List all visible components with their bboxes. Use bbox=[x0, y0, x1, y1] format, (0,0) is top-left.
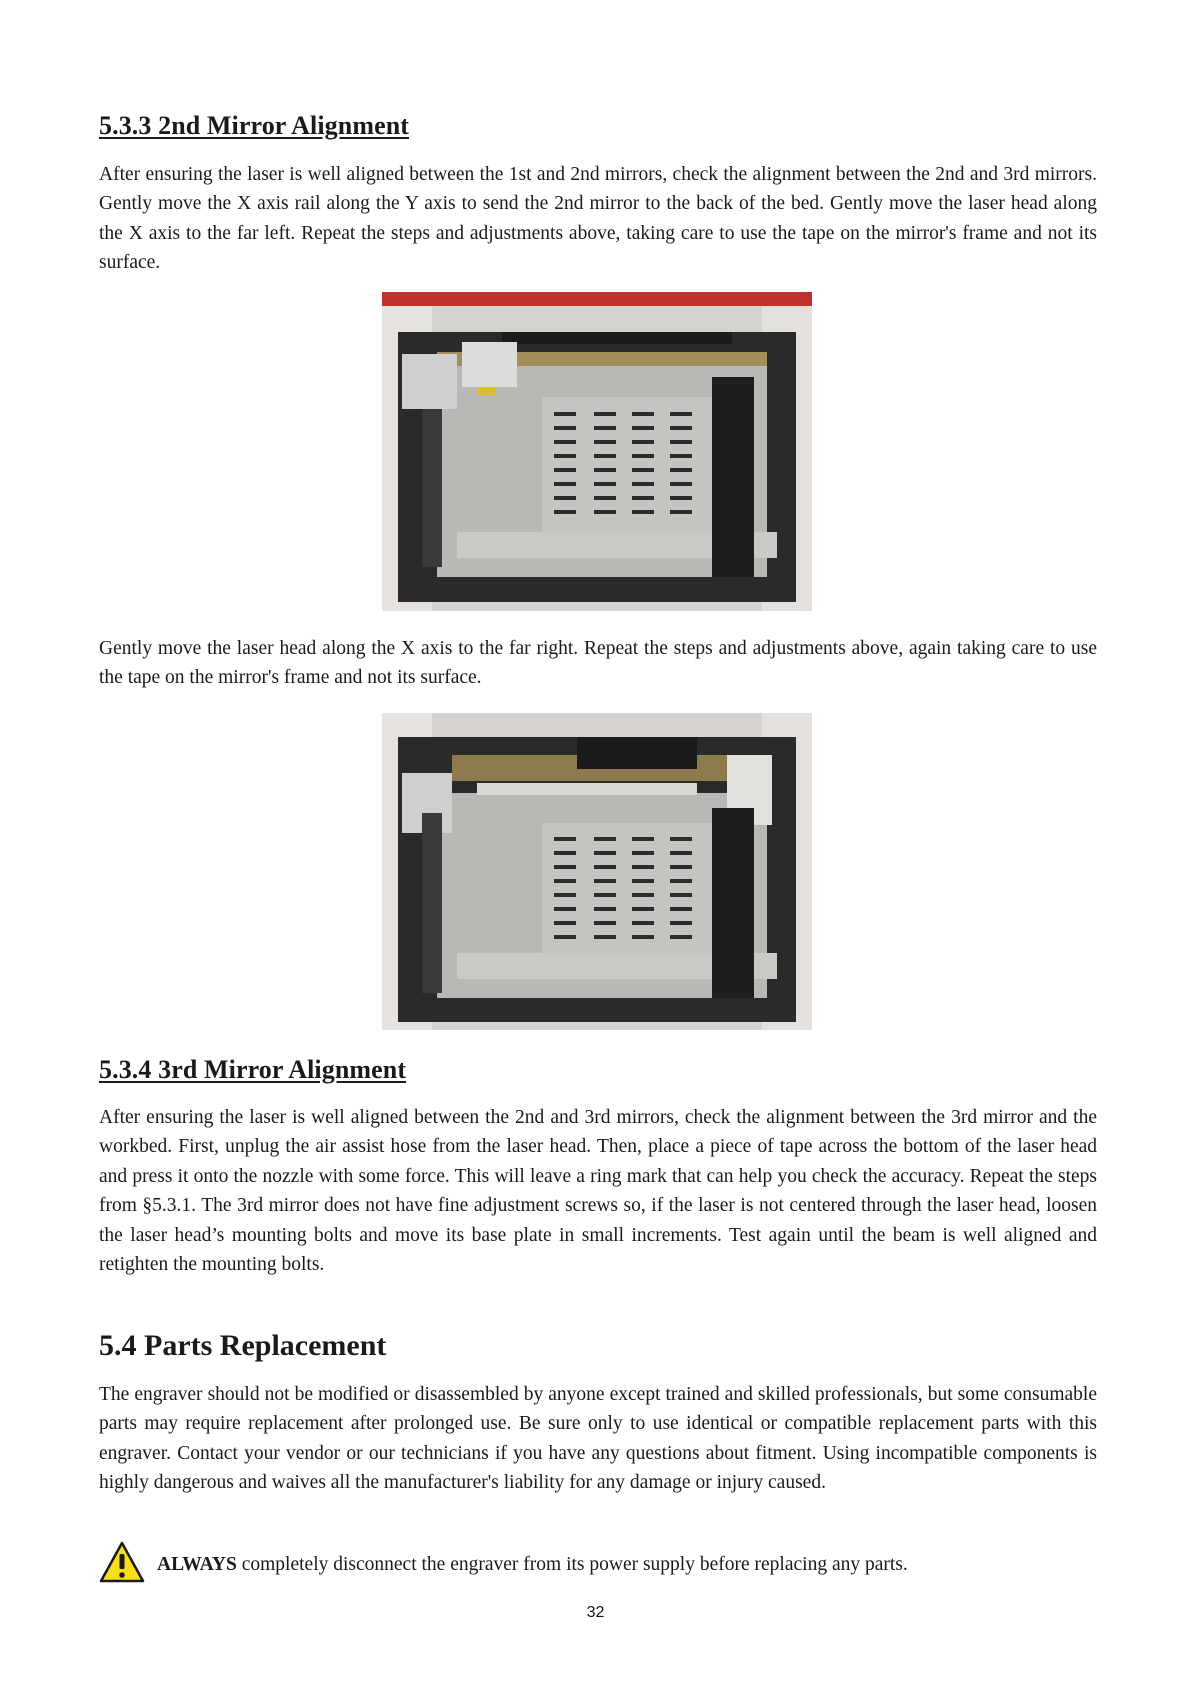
paragraph-3rd-mirror: After ensuring the laser is well aligned between the 2nd and 3rd mirrors, check the alignment between the 3rd mirror and the workbed. First, unplug the air assist hose from the laser head. Then, place a piece of tape across the bottom of the laser head and press it onto the nozzle with some force. This will leave a ring mark that can help you check the accuracy. Repeat the steps from §5.3.1. The 3rd mirror does not have fine adjustment screws so, if the laser is not centered through the laser head, loosen the laser head’s mounting bolts and move its base plate in small increments. Test again until the beam is well aligned and retighten the mounting bolts. bbox=[99, 1107, 1097, 1276]
section-heading-5-3-4: 5.3.4 3rd Mirror Alignment bbox=[99, 1055, 407, 1084]
warning-triangle-icon bbox=[99, 1541, 145, 1588]
warning-message: completely disconnect the engraver from its power supply before replacing any parts. bbox=[236, 1553, 908, 1575]
paragraph-far-right: Gently move the laser head along the X axis to the far right. Repeat the steps and adjustments above, again taking care to use the tape on the mirror's frame and not its surface. bbox=[99, 638, 1097, 689]
warning-emphasis: ALWAYS bbox=[157, 1553, 237, 1575]
paragraph-2nd-mirror-intro: After ensuring the laser is well aligned between the 1st and 2nd mirrors, check the alignment between the 2nd and 3rd mirrors. Gently move the X axis rail along the Y axis to send the 2nd mirror to the back of the bed. Gently move the laser head along the X axis to the far left. Repeat the steps and adjustments above, taking care to use the tape on the mirror's frame and not its surface. bbox=[99, 164, 1097, 274]
photo-laser-head-far-right bbox=[382, 713, 812, 1030]
section-heading-5-4: 5.4 Parts Replacement bbox=[99, 1329, 387, 1362]
photo-laser-head-far-left bbox=[382, 292, 812, 611]
warning-text bbox=[157, 1551, 908, 1579]
page-number: 32 bbox=[586, 1604, 605, 1621]
paragraph-parts-replacement: The engraver should not be modified or disassembled by anyone except trained and skilled professionals, but some consumable parts may require replacement after prolonged use. Be sure only to use identical or compatible replacement parts with this engraver. Contact your vendor or our technicians if you have any questions about fitment. Using incompatible components is highly dangerous and waives all the manufacturer's liability for any damage or injury caused. bbox=[99, 1384, 1097, 1494]
warning-notice bbox=[99, 1541, 908, 1588]
section-heading-5-3-3: 5.3.3 2nd Mirror Alignment bbox=[99, 111, 410, 140]
